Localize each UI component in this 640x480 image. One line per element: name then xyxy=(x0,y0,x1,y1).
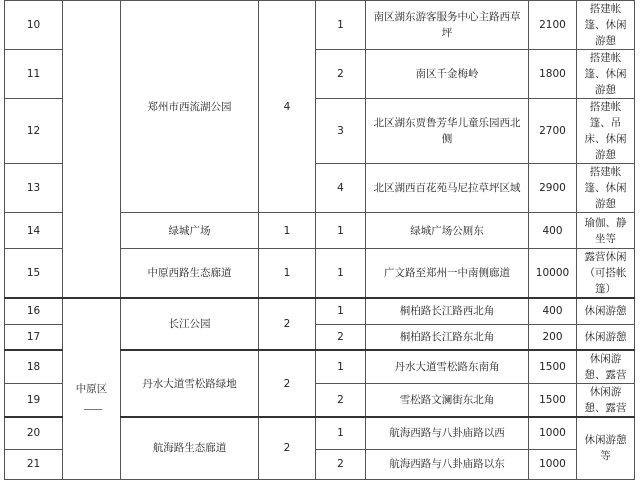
park-area-count: 2 xyxy=(259,417,316,479)
area-size: 1000 xyxy=(529,449,577,479)
district-name: 中原区 xyxy=(63,298,121,479)
area-use: 搭建帐篷、休闲游憩 xyxy=(577,1,635,50)
park-name: 长江公园 xyxy=(121,298,259,350)
area-size: 1500 xyxy=(529,350,577,384)
row-number: 14 xyxy=(5,213,63,249)
area-seq: 1 xyxy=(316,298,366,324)
area-size: 400 xyxy=(529,213,577,249)
area-seq: 1 xyxy=(316,350,366,384)
park-open-areas-table xyxy=(4,0,635,480)
park-area-count: 4 xyxy=(259,1,316,213)
row-number: 16 xyxy=(5,298,63,324)
area-location: 南区千金梅岭 xyxy=(366,50,529,99)
table-row xyxy=(5,1,635,50)
row-number: 18 xyxy=(5,350,63,384)
area-location: 广文路至郑州一中南侧廊道 xyxy=(366,249,529,299)
area-location: 桐柏路长江路西北角 xyxy=(366,298,529,324)
area-location: 航海西路与八卦庙路以东 xyxy=(366,449,529,479)
area-seq: 2 xyxy=(316,324,366,350)
area-use: 休闲游憩 xyxy=(577,324,635,350)
area-seq: 1 xyxy=(316,417,366,449)
area-use: 休闲游憩、露营 xyxy=(577,384,635,418)
area-seq: 2 xyxy=(316,449,366,479)
area-use: 休闲游憩 xyxy=(577,298,635,324)
area-location: 绿城广场公厕东 xyxy=(366,213,529,249)
area-location: 北区湖西百花苑马尼拉草坪区域 xyxy=(366,164,529,213)
row-number: 21 xyxy=(5,449,63,479)
area-use: 搭建帐篷、休闲游憩 xyxy=(577,50,635,99)
park-name: 航海路生态廊道 xyxy=(121,417,259,479)
row-number: 15 xyxy=(5,249,63,299)
row-number: 13 xyxy=(5,164,63,213)
park-name: 中原西路生态廊道 xyxy=(121,249,259,299)
area-use: 搭建帐篷、吊床、休闲游憩 xyxy=(577,99,635,164)
area-location: 丹水大道雪松路东南角 xyxy=(366,350,529,384)
area-size: 2100 xyxy=(529,1,577,50)
area-size: 2900 xyxy=(529,164,577,213)
area-location: 北区湖东贾鲁芳华儿童乐园西北侧 xyxy=(366,99,529,164)
row-number: 10 xyxy=(5,1,63,50)
park-name: 绿城广场 xyxy=(121,213,259,249)
area-seq: 2 xyxy=(316,384,366,418)
table-row xyxy=(5,298,635,324)
district-cell-blank xyxy=(63,1,121,299)
area-location: 雪松路文澜街东北角 xyxy=(366,384,529,418)
row-number: 11 xyxy=(5,50,63,99)
park-area-count: 2 xyxy=(259,350,316,417)
area-use: 瑜伽、静坐等 xyxy=(577,213,635,249)
area-seq: 1 xyxy=(316,213,366,249)
area-seq: 1 xyxy=(316,1,366,50)
park-name: 丹水大道雪松路绿地 xyxy=(121,350,259,417)
area-size: 1000 xyxy=(529,417,577,449)
row-number: 20 xyxy=(5,417,63,449)
area-seq: 3 xyxy=(316,99,366,164)
area-seq: 2 xyxy=(316,50,366,99)
area-size: 400 xyxy=(529,298,577,324)
area-size: 200 xyxy=(529,324,577,350)
park-area-count: 2 xyxy=(259,298,316,350)
area-use: 休闲游憩、露营 xyxy=(577,350,635,384)
area-seq: 1 xyxy=(316,249,366,299)
row-number: 12 xyxy=(5,99,63,164)
area-size: 2700 xyxy=(529,99,577,164)
area-location: 航海西路与八卦庙路以西 xyxy=(366,417,529,449)
park-name: 郑州市西流湖公园 xyxy=(121,1,259,213)
area-use: 露营休闲（可搭帐篷） xyxy=(577,249,635,299)
area-location: 南区湖东游客服务中心主路西草坪 xyxy=(366,1,529,50)
park-area-count: 1 xyxy=(259,249,316,299)
area-use: 休闲游憩等 xyxy=(577,417,635,479)
area-size: 1500 xyxy=(529,384,577,418)
area-location: 桐柏路长江路东北角 xyxy=(366,324,529,350)
row-number: 19 xyxy=(5,384,63,418)
row-number: 17 xyxy=(5,324,63,350)
area-seq: 4 xyxy=(316,164,366,213)
area-size: 10000 xyxy=(529,249,577,299)
page-edge-mark xyxy=(84,409,102,410)
area-size: 1800 xyxy=(529,50,577,99)
park-area-count: 1 xyxy=(259,213,316,249)
area-use: 搭建帐篷、休闲游憩 xyxy=(577,164,635,213)
